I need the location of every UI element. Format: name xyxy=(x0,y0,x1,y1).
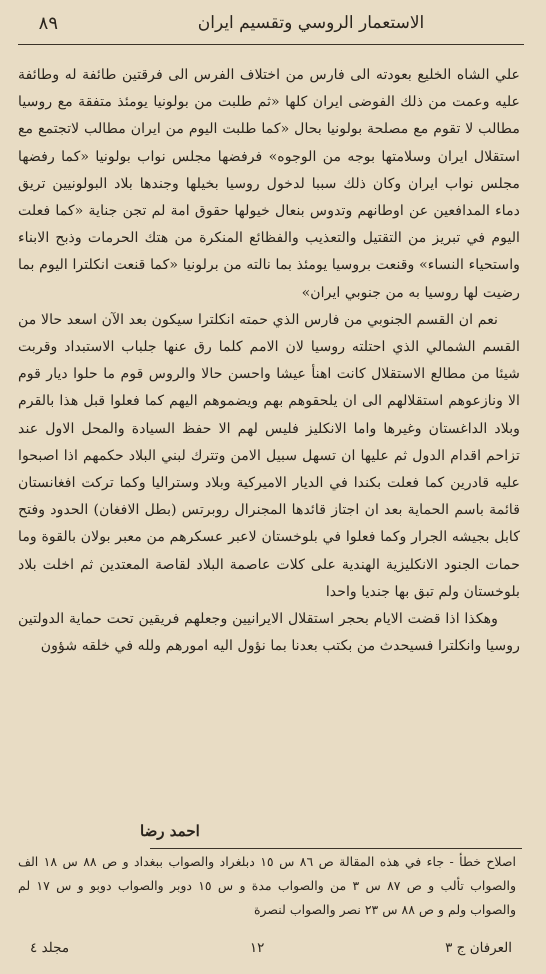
footnote-rule xyxy=(150,848,522,849)
page-header xyxy=(18,6,524,40)
header-page-number: ٨٩ xyxy=(38,12,58,34)
footer-journal: العرفان ج ٣ xyxy=(445,940,512,956)
paragraph-1: علي الشاه الخليع بعودته الى فارس من اختلاف الفرس الى فرقتين طائفة له وطائفة عليه وعمت من ذلك الفوضى ايران كلها «ثم طلبت من بولونيا يومئذ متفقة مع روسيا مطالب لا تقوم مع مصلحة بولونيا بحال «كما طلبت اليوم من ايران مطالب لاتجتمع مع استقلال ايران وسلامتها بوجه من الوجوه» فرفضها مجلس نواب بولونيا «كما رفضها مجلس نواب ايران وكان ذلك سببا لدخول روسيا بخيلها وجندها بلاد البولونيين تريق دماء المدافعين عن اوطانهم وتدوس بنعال خيولها حقوق امة لم تجن جناية «كما فعلت اليوم في تبريز من التقتيل والتعذيب والفظائع المنكرة من هتك الحرمات وذبح الابناء واستحياء النساء» وقنعت بروسيا يومئذ بما نالته من برلونيا «كما قنعت انكلترا اليوم بما رضيت لها روسيا به من جنوبي ايران» xyxy=(18,67,520,301)
author-signature: احمد رضا xyxy=(140,822,200,840)
paragraph-3: وهكذا اذا قضت الايام بحجر استقلال الايرانيين وجعلهم فريقين تحت حماية الدولتين روسيا وانكلترا فسيحدث من بكتب بعدنا بما نؤول اليه امورهم ولله في خلقه شؤون xyxy=(18,611,520,655)
footer-page-number: ١٢ xyxy=(249,940,265,956)
running-title: الاستعمار الروسي وتقسيم ايران xyxy=(197,13,425,33)
errata-note: اصلاح خطأ - جاء في هذه المقالة ص ٨٦ س ١٥ دبلغراد والصواب ببغداد و ص ٨٨ س ١٨ الف والصواب تألب و ص ٨٧ س ٣ من والصواب مدة و س ١٥ دوبر والصواب دوبو و س ١٧ لم والصواب ولم و ص ٨٨ س ٢٣ نصر والصواب لنصرة xyxy=(18,854,516,917)
page-footer xyxy=(30,936,512,960)
header-rule xyxy=(18,44,524,45)
paragraph-2: نعم ان القسم الجنوبي من فارس الذي حمته انكلترا سيكون بعد الآن اسعد حالا من القسم الشمالي الذي احتلته روسيا لان الامم كلما رق عنها جلباب الاستبداد وقربت شيئا من مطالع الاستقلال كانت اهنأ عيشا واحسن حالا والروس قوم ما حلوا ديار قوم الا ونازعوهم استقلالهم الى ان يلحقوهم بهم ويضموهم اليهم كما فعلوا قبل هذا بالقرم وبلاد الداغستان وغيرها واما الانكليز فليس لهم الا حفظ السيادة والمحل الاول عند تزاحم اقدام الدول ثم عليها ان تسهل سبيل الامن وتترك لبني البلاد حكمهم اذا اصبحوا عليه قادرين كما فعلت بكندا في الديار الاميركية وبلاد وستراليا وكما تركت افغانستان قائمة باسم الحماية بعد ان اجتاز قائدها المجنرال روبرتس (بطل الافغان) الحدود وفتح كابل بجيشه الجرار وكما فعلوا في بلوخستان لاعبر عسكرهم من معبر بولان بالقوة وما حمات الجنود الانكليزية الهندية على كلات عاصمة البلاد لقاصة المعتدين ثم اخلت بلاد بلوخستان ولم تبق بها جنديا واحدا xyxy=(18,311,520,600)
article-body xyxy=(18,62,520,660)
footer-volume: مجلد ٤ xyxy=(30,940,70,956)
